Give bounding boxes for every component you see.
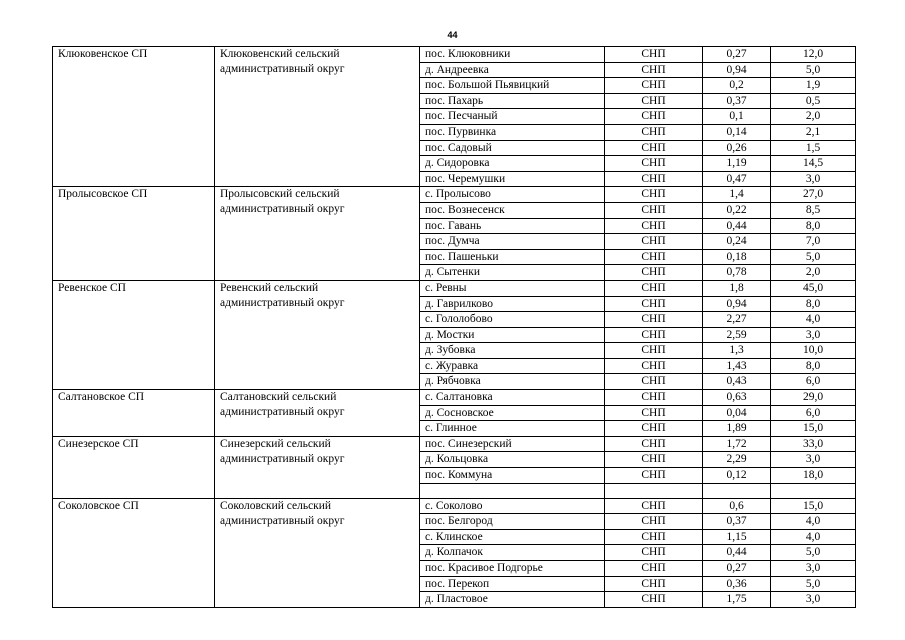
settlement-district-cell: Синезерское СП [53, 436, 215, 498]
settlement-name-cell: д. Рябчовка [420, 374, 605, 390]
value-1-cell: 0,36 [703, 576, 771, 592]
settlement-name-cell: пос. Садовый [420, 140, 605, 156]
settlement-name-cell: пос. Черемушки [420, 171, 605, 187]
table-row [53, 498, 856, 514]
settlement-type-cell: СНП [605, 421, 703, 437]
settlement-type-cell: СНП [605, 234, 703, 250]
value-2-cell: 3,0 [771, 171, 856, 187]
settlement-type-cell: СНП [605, 187, 703, 203]
value-2-cell: 2,0 [771, 265, 856, 281]
settlement-type-cell: СНП [605, 343, 703, 359]
settlement-type-cell: СНП [605, 109, 703, 125]
table-row [53, 390, 856, 406]
settlement-name-cell: пос. Пахарь [420, 93, 605, 109]
value-1-cell: 1,15 [703, 529, 771, 545]
settlement-name-cell: пос. Пашеньки [420, 249, 605, 265]
settlement-type-cell: СНП [605, 280, 703, 296]
settlement-name-cell: д. Мостки [420, 327, 605, 343]
settlement-type-cell: СНП [605, 296, 703, 312]
value-2-cell: 0,5 [771, 93, 856, 109]
settlement-name-cell: с. Салтановка [420, 390, 605, 406]
settlement-type-cell: СНП [605, 171, 703, 187]
value-1-cell: 1,8 [703, 280, 771, 296]
settlement-type-cell: СНП [605, 312, 703, 328]
value-2-cell: 5,0 [771, 62, 856, 78]
settlement-type-cell: СНП [605, 62, 703, 78]
table-row [53, 436, 856, 452]
value-1-cell: 0,18 [703, 249, 771, 265]
value-2-cell: 29,0 [771, 390, 856, 406]
value-1-cell: 1,89 [703, 421, 771, 437]
settlement-name-cell: д. Андреевка [420, 62, 605, 78]
value-1-cell: 0,27 [703, 47, 771, 63]
value-2-cell: 18,0 [771, 468, 856, 484]
settlements-table [52, 46, 856, 608]
value-1-cell: 0,63 [703, 390, 771, 406]
settlement-name-cell: с. Соколово [420, 498, 605, 514]
settlement-type-cell: СНП [605, 592, 703, 608]
settlement-district-cell: Салтановское СП [53, 390, 215, 437]
settlement-name-cell: пос. Вознесенск [420, 202, 605, 218]
value-1-cell: 0,94 [703, 296, 771, 312]
admin-okrug-cell: Синезерский сельский административный округ [215, 436, 420, 498]
admin-okrug-cell: Салтановский сельский административный округ [215, 390, 420, 437]
value-1-cell: 0,37 [703, 93, 771, 109]
settlement-name-cell: пос. Большой Пьявицкий [420, 78, 605, 94]
settlement-type-cell: СНП [605, 468, 703, 484]
settlement-name-cell: пос. Клюковники [420, 47, 605, 63]
value-1-cell: 1,4 [703, 187, 771, 203]
settlement-name-cell: пос. Пурвинка [420, 124, 605, 140]
value-2-cell: 1,5 [771, 140, 856, 156]
value-2-cell: 8,0 [771, 358, 856, 374]
settlement-type-cell: СНП [605, 405, 703, 421]
value-2-cell: 3,0 [771, 592, 856, 608]
value-1-cell: 1,3 [703, 343, 771, 359]
value-2-cell: 15,0 [771, 498, 856, 514]
value-1-cell: 2,29 [703, 452, 771, 468]
settlement-type-cell: СНП [605, 124, 703, 140]
settlement-type-cell: СНП [605, 78, 703, 94]
value-1-cell: 1,72 [703, 436, 771, 452]
value-2-cell: 45,0 [771, 280, 856, 296]
value-2-cell: 1,9 [771, 78, 856, 94]
value-2-cell: 14,5 [771, 156, 856, 172]
settlement-name-cell: с. Глинное [420, 421, 605, 437]
value-2-cell: 27,0 [771, 187, 856, 203]
settlement-type-cell: СНП [605, 452, 703, 468]
value-1-cell: 0,6 [703, 498, 771, 514]
value-1-cell: 0,24 [703, 234, 771, 250]
blank-cell [605, 483, 703, 498]
value-2-cell: 15,0 [771, 421, 856, 437]
settlement-type-cell: СНП [605, 498, 703, 514]
value-2-cell: 8,0 [771, 296, 856, 312]
settlement-name-cell: с. Клинское [420, 529, 605, 545]
value-2-cell: 2,0 [771, 109, 856, 125]
settlement-type-cell: СНП [605, 545, 703, 561]
blank-cell [771, 483, 856, 498]
value-2-cell: 7,0 [771, 234, 856, 250]
table-row [53, 47, 856, 63]
settlement-type-cell: СНП [605, 93, 703, 109]
value-1-cell: 0,2 [703, 78, 771, 94]
settlement-district-cell: Клюковенское СП [53, 47, 215, 187]
value-2-cell: 5,0 [771, 545, 856, 561]
settlement-district-cell: Ревенское СП [53, 280, 215, 389]
settlement-type-cell: СНП [605, 514, 703, 530]
value-2-cell: 3,0 [771, 561, 856, 577]
settlement-type-cell: СНП [605, 529, 703, 545]
value-2-cell: 3,0 [771, 327, 856, 343]
value-2-cell: 6,0 [771, 405, 856, 421]
settlement-type-cell: СНП [605, 202, 703, 218]
value-2-cell: 4,0 [771, 312, 856, 328]
settlement-district-cell: Соколовское СП [53, 498, 215, 607]
settlement-name-cell: с. Журавка [420, 358, 605, 374]
settlement-name-cell: пос. Красивое Подгорье [420, 561, 605, 577]
table-row [53, 280, 856, 296]
value-1-cell: 0,26 [703, 140, 771, 156]
value-1-cell: 1,43 [703, 358, 771, 374]
value-1-cell: 0,14 [703, 124, 771, 140]
value-1-cell: 0,1 [703, 109, 771, 125]
value-2-cell: 4,0 [771, 514, 856, 530]
settlement-type-cell: СНП [605, 576, 703, 592]
value-2-cell: 4,0 [771, 529, 856, 545]
settlement-type-cell: СНП [605, 561, 703, 577]
value-1-cell: 0,22 [703, 202, 771, 218]
value-2-cell: 6,0 [771, 374, 856, 390]
settlement-name-cell: с. Гололобово [420, 312, 605, 328]
settlement-name-cell: д. Пластовое [420, 592, 605, 608]
value-1-cell: 0,44 [703, 545, 771, 561]
settlement-type-cell: СНП [605, 358, 703, 374]
settlement-name-cell: пос. Гавань [420, 218, 605, 234]
settlement-type-cell: СНП [605, 249, 703, 265]
value-1-cell: 0,04 [703, 405, 771, 421]
settlement-district-cell: Пролысовское СП [53, 187, 215, 281]
settlement-type-cell: СНП [605, 47, 703, 63]
value-1-cell: 2,59 [703, 327, 771, 343]
value-1-cell: 0,78 [703, 265, 771, 281]
page-number: 44 [447, 30, 458, 40]
settlement-type-cell: СНП [605, 327, 703, 343]
settlement-name-cell: д. Сытенки [420, 265, 605, 281]
value-1-cell: 1,19 [703, 156, 771, 172]
settlement-type-cell: СНП [605, 436, 703, 452]
value-2-cell: 12,0 [771, 47, 856, 63]
settlement-name-cell: д. Гаврилково [420, 296, 605, 312]
settlement-name-cell: пос. Думча [420, 234, 605, 250]
value-2-cell: 8,0 [771, 218, 856, 234]
settlement-name-cell: пос. Синезерский [420, 436, 605, 452]
settlement-name-cell: д. Сосновское [420, 405, 605, 421]
settlement-name-cell: д. Зубовка [420, 343, 605, 359]
value-2-cell: 8,5 [771, 202, 856, 218]
blank-cell [703, 483, 771, 498]
settlement-name-cell: пос. Песчаный [420, 109, 605, 125]
settlement-type-cell: СНП [605, 218, 703, 234]
admin-okrug-cell: Ревенский сельский административный округ [215, 280, 420, 389]
value-2-cell: 33,0 [771, 436, 856, 452]
settlement-name-cell: пос. Перекоп [420, 576, 605, 592]
value-1-cell: 0,43 [703, 374, 771, 390]
settlement-type-cell: СНП [605, 390, 703, 406]
admin-okrug-cell: Клюковенский сельский административный округ [215, 47, 420, 187]
settlement-name-cell: д. Колпачок [420, 545, 605, 561]
settlement-type-cell: СНП [605, 156, 703, 172]
settlement-name-cell: д. Сидоровка [420, 156, 605, 172]
settlement-name-cell: пос. Белгород [420, 514, 605, 530]
value-1-cell: 1,75 [703, 592, 771, 608]
admin-okrug-cell: Пролысовский сельский административный округ [215, 187, 420, 281]
value-2-cell: 2,1 [771, 124, 856, 140]
value-1-cell: 0,12 [703, 468, 771, 484]
value-2-cell: 10,0 [771, 343, 856, 359]
value-1-cell: 0,27 [703, 561, 771, 577]
value-1-cell: 0,47 [703, 171, 771, 187]
settlement-name-cell: с. Пролысово [420, 187, 605, 203]
value-1-cell: 0,37 [703, 514, 771, 530]
value-2-cell: 5,0 [771, 576, 856, 592]
settlement-type-cell: СНП [605, 140, 703, 156]
table-row [53, 187, 856, 203]
settlement-name-cell: д. Кольцовка [420, 452, 605, 468]
blank-cell [420, 483, 605, 498]
settlement-type-cell: СНП [605, 374, 703, 390]
value-2-cell: 3,0 [771, 452, 856, 468]
value-1-cell: 2,27 [703, 312, 771, 328]
value-2-cell: 5,0 [771, 249, 856, 265]
value-1-cell: 0,94 [703, 62, 771, 78]
admin-okrug-cell: Соколовский сельский административный округ [215, 498, 420, 607]
settlement-name-cell: с. Ревны [420, 280, 605, 296]
value-1-cell: 0,44 [703, 218, 771, 234]
settlement-type-cell: СНП [605, 265, 703, 281]
settlement-name-cell: пос. Коммуна [420, 468, 605, 484]
